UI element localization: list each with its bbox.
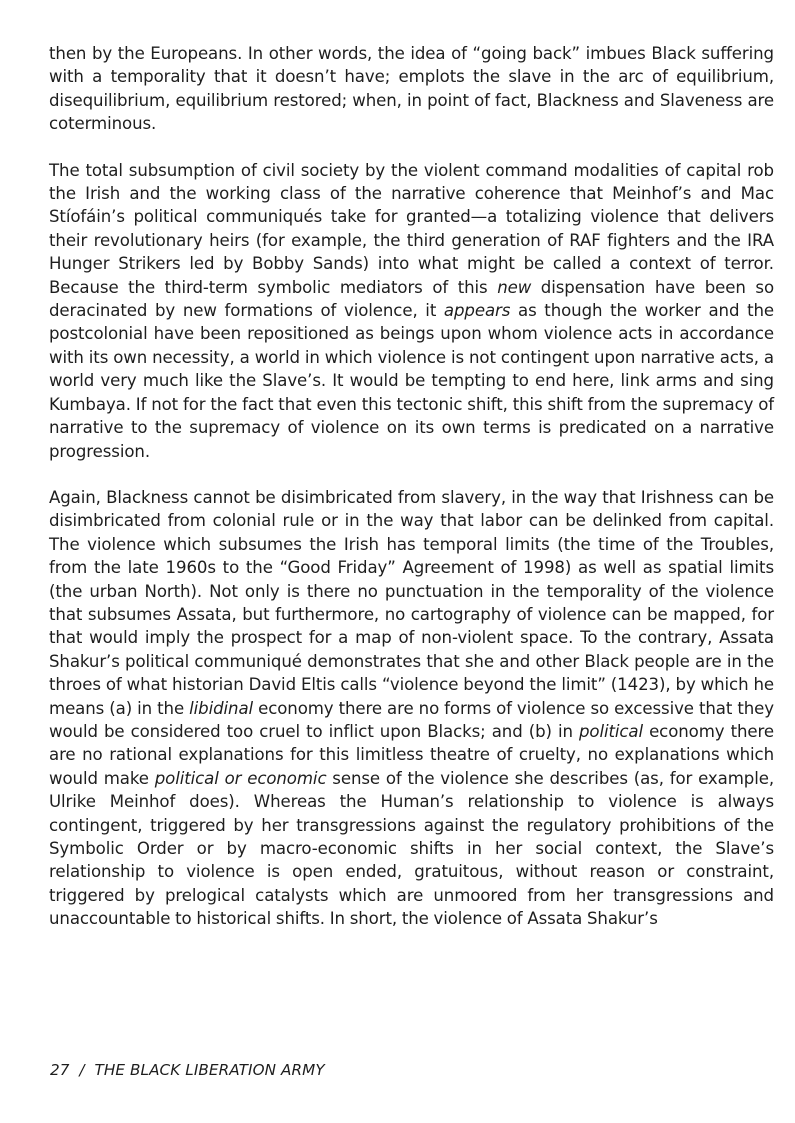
paragraph-3-text-c: economy there are no rational explanations for this limitless theatre of cruelty, no explanations which would make: [49, 721, 774, 788]
paragraph-3-text-a: Again, Blackness cannot be disimbricated from slavery, in the way that Irishness can be disimbricated from colonial rule or in the way that labor can be delinked from capital. The violence which subsumes the Irish has temporal limits (the time of the Troubles, from the late 1960s to the “Good Friday” Agreement of 1998) as well as spatial limits (the urban North). Not only is there no punctuation in the temporality of the violence that subsumes Assata, but furthermore, no cartography of violence can be mapped, for that would imply the prospect for a map of non-violent space. To the contrary, Assata Shakur’s political communiqué demonstrates that she and other Black people are in the throes of what historian David Eltis calls “violence beyond the limit” (1423), by which he means (a) in the: [49, 487, 774, 718]
paragraph-3-emphasis-political-or-economic: political or economic: [154, 768, 327, 788]
running-title: THE BLACK LIBERATION ARMY: [94, 1061, 325, 1079]
paragraph-1-text: then by the Europeans. In other words, the idea of “going back” imbues Black suffering with a temporality that it doesn’t have; emplots the slave in the arc of equilibrium, disequilibrium, equilibrium restored; when, in point of fact, Blackness and Slaveness are coterminous.: [49, 44, 774, 134]
page-footer: [50, 1061, 325, 1079]
paragraph-3: [49, 486, 774, 931]
paragraph-2-text-a: The total subsumption of civil society by the violent command modalities of capital rob the Irish and the working class of the narrative coherence that Meinhof’s and Mac Stíofáin’s political communiqués take for granted—a totalizing violence that delivers their revolutionary heirs (for example, the third generation of RAF fighters and the IRA Hunger Strikers led by Bobby Sands) into what might be called a context of terror. Because the third-term symbolic mediators of this: [49, 160, 774, 297]
paragraph-3-emphasis-political: political: [578, 721, 643, 741]
paragraph-3-text-d: sense of the violence she describes (as, for example, Ulrike Meinhof does). Whereas the Human’s relationship to violence is always contingent, triggered by her transgressions against the regulatory prohibitions of the Symbolic Order or by macro-economic shifts in her social context, the Slave’s relationship to violence is open ended, gratuitous, without reason or constraint, triggered by prelogical catalysts which are unmoored from her transgressions and unaccountable to historical shifts. In short, the violence of Assata Shakur’s: [49, 768, 774, 929]
paragraph-2: [49, 159, 774, 463]
page-body: [49, 42, 774, 931]
page-number: 27: [50, 1061, 70, 1079]
paragraph-3-emphasis-libidinal: libidinal: [189, 698, 254, 718]
paragraph-2-emphasis-appears: appears: [443, 301, 511, 321]
paragraph-1: [49, 42, 774, 136]
paragraph-2-emphasis-new: new: [497, 277, 532, 297]
paragraph-2-text-b: dispensation have been so deracinated by new formations of violence, it: [49, 277, 774, 321]
footer-separator: /: [79, 1061, 85, 1079]
paragraph-3-text-b: economy there are no forms of violence so excessive that they would be considered too cruel to inflict upon Blacks; and (b) in: [49, 698, 774, 741]
paragraph-2-text-c: as though the worker and the postcolonial have been repositioned as beings upon whom violence acts in accordance with its own necessity, a world in which violence is not contingent upon narrative acts, a world very much like the Slave’s. It would be tempting to end here, link arms and sing Kumbaya. If not for the fact that even this tectonic shift, this shift from the supremacy of narrative to the supremacy of violence on its own terms is predicated on a narrative progression.: [49, 301, 774, 461]
